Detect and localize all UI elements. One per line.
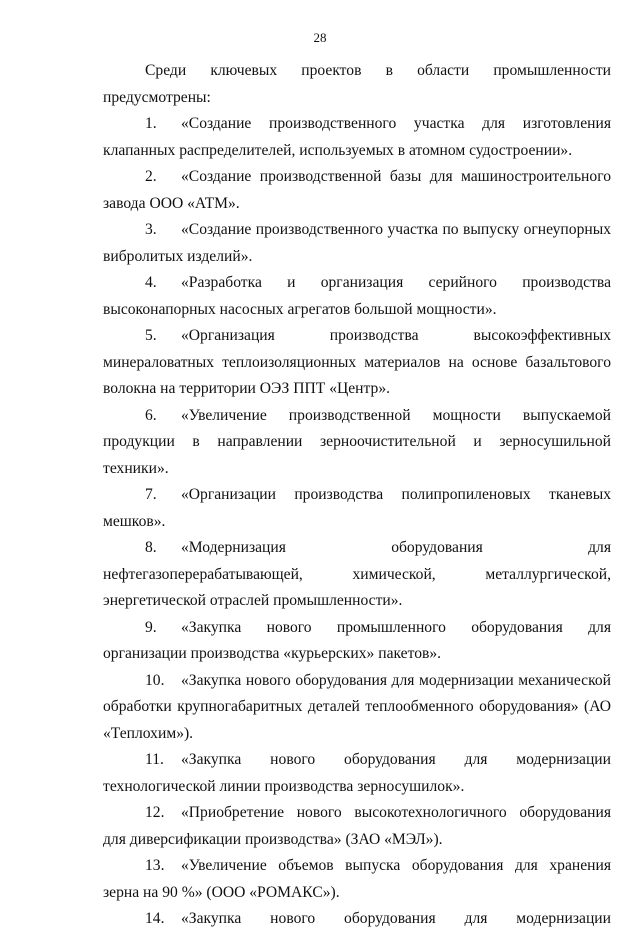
list-item-text: «Разработка и организация серийного производства высоконапорных насосных агрегатов большой мощности».	[103, 274, 611, 318]
list-item	[103, 668, 611, 748]
document-body	[103, 58, 611, 933]
list-item-number: 9.	[145, 618, 157, 636]
list-item-number: 3.	[145, 221, 157, 238]
list-item	[103, 270, 611, 323]
list-item	[103, 323, 611, 403]
list-item-text: «Приобретение нового высокотехнологичного оборудования для диверсификации производства» (ЗАО «МЭЛ»).	[103, 804, 611, 848]
list-item	[103, 482, 611, 535]
list-item	[103, 217, 611, 270]
page-number: 28	[313, 30, 327, 45]
list-item-number: 4.	[145, 274, 157, 291]
list-item-text: «Создание производственного участка для изготовления клапанных распределителей, используемых в атомном судостроении».	[103, 115, 611, 159]
list-item	[103, 853, 611, 906]
list-item-text: «Организация производства высокоэффективных минераловатных теплоизоляционных материалов на основе базальтового волокна на территории ОЭЗ ППТ «Центр».	[103, 327, 611, 397]
list-item	[103, 535, 611, 615]
list-item-number: 2.	[145, 168, 157, 185]
intro-paragraph: Среди ключевых проектов в области промышленности предусмотрены:	[103, 62, 611, 106]
list-item-number: 1.	[145, 115, 157, 132]
list-item	[103, 747, 611, 800]
list-item-number: 7.	[145, 486, 157, 503]
list-item-text: «Увеличение объемов выпуска оборудования для хранения зерна на 90 %» (ООО «РОМАКС»).	[103, 857, 611, 901]
list-item-number: 14.	[145, 910, 165, 927]
list-item-text: «Модернизация оборудования для нефтегазоперерабатывающей, химической, металлургической, энергетической отраслей промышленности».	[103, 539, 611, 609]
list-item	[103, 800, 611, 853]
list-item	[103, 164, 611, 217]
list-item-number: 10.	[145, 671, 165, 689]
list-item-number: 11.	[145, 751, 164, 768]
list-item-text: «Увеличение производственной мощности выпускаемой продукции в направлении зерноочистительной и зерносушильной техники».	[103, 406, 611, 477]
list-item-text: «Закупка нового оборудования для модернизации технологической линии производства зерносушилок».	[103, 751, 611, 795]
list-item-number: 13.	[145, 857, 165, 874]
list-item-text: «Создание производственного участка по выпуску огнеупорных вибролитых изделий».	[103, 221, 611, 265]
list-item	[103, 615, 611, 668]
list-item-text: «Организации производства полипропиленовых тканевых мешков».	[103, 486, 611, 530]
list-item-text: «Создание производственной базы для машиностроительного завода ООО «АТМ».	[103, 168, 611, 212]
list-item-text: «Закупка нового промышленного оборудования для организации производства «курьерских» пакетов».	[103, 618, 611, 662]
list-item-number: 12.	[145, 804, 165, 821]
list-item-number: 6.	[145, 406, 157, 424]
list-item	[103, 403, 611, 483]
list-item	[103, 906, 611, 933]
list-item	[103, 111, 611, 164]
list-item-number: 8.	[145, 539, 157, 556]
list-item-text: «Закупка нового оборудования для модернизации механической обработки крупногабаритных деталей теплообменного оборудования» (АО «Теплохим»).	[103, 671, 611, 742]
list-item-text: «Закупка нового оборудования для модернизации	[181, 910, 611, 927]
list-item-number: 5.	[145, 327, 157, 344]
